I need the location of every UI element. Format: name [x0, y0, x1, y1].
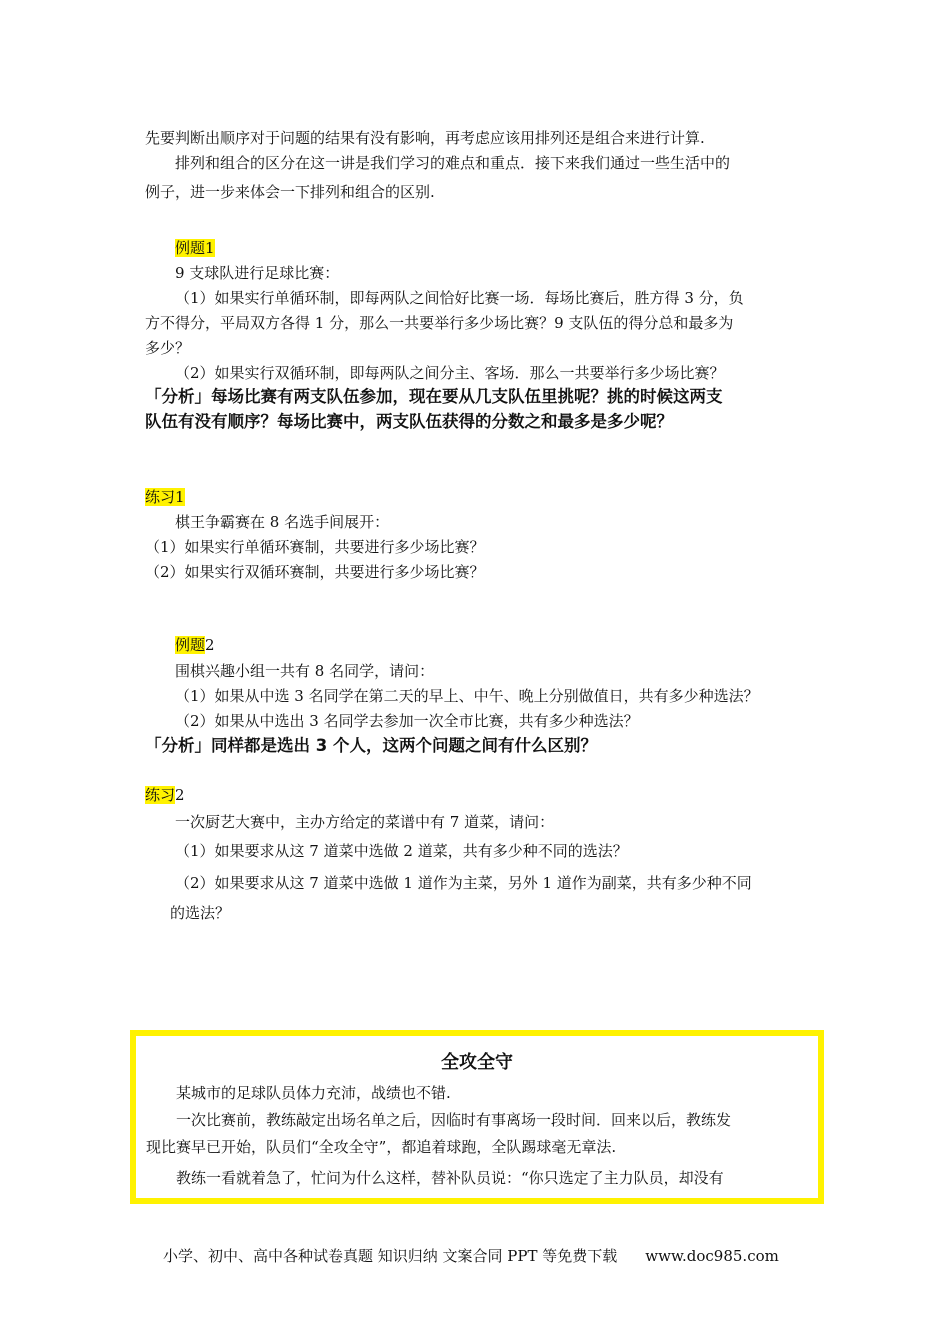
practice-1-label: 练习 [145, 488, 176, 506]
example-2-heading [175, 635, 215, 655]
story-title: 全攻全守 [441, 1052, 513, 1073]
example-2-label: 例题 [175, 636, 206, 654]
intro-line-1: 先要判断出顺序对于问题的结果有没有影响，再考虑应该用排列还是组合来进行计算. [145, 129, 705, 147]
example-1-q2: （2）如果实行双循环制，即每两队之间分主、客场．那么一共要举行多少场比赛？ [175, 364, 725, 382]
footer-url[interactable]: www.doc985.com [645, 1247, 779, 1265]
example-1-stem: 9 支球队进行足球比赛： [175, 264, 340, 282]
footer-text: 小学、初中、高中各种试卷真题 知识归纳 文案合同 PPT 等免费下载 [163, 1247, 618, 1265]
practice-1-heading [145, 487, 185, 507]
example-2-analysis: 「分析」同样都是选出 3 个人，这两个问题之间有什么区别？ [145, 736, 597, 755]
example-1-number: 1 [205, 239, 215, 257]
story-paragraph-3: 教练一看就着急了，忙问为什么这样，替补队员说：“你只选定了主力队员，却没有 [176, 1169, 724, 1187]
practice-2-q1: （1）如果要求从这 7 道菜中选做 2 道菜，共有多少种不同的选法？ [175, 842, 628, 860]
practice-2-heading [145, 785, 185, 805]
example-1-label: 例题 [175, 239, 206, 257]
example-1-q1-line-3: 多少？ [145, 339, 191, 357]
practice-1-q2: （2）如果实行双循环赛制，共要进行多少场比赛？ [145, 563, 485, 581]
page-footer [163, 1245, 779, 1266]
practice-2-q2-line-2: 的选法？ [170, 904, 231, 922]
story-box [130, 1030, 824, 1204]
practice-2-number: 2 [175, 786, 185, 804]
example-2-number: 2 [205, 636, 215, 654]
story-paragraph-2-line-1: 一次比赛前，教练敲定出场名单之后，因临时有事离场一段时间．回来以后，教练发 [176, 1111, 732, 1129]
example-1-analysis-line-1: 「分析」每场比赛有两支队伍参加，现在要从几支队伍里挑呢？挑的时候这两支 [145, 387, 723, 406]
practice-1-stem: 棋王争霸赛在 8 名选手间展开： [175, 513, 390, 531]
example-1-q1-line-1: （1）如果实行单循环制，即每两队之间恰好比赛一场．每场比赛后，胜方得 3 分，负 [175, 289, 744, 307]
example-2-stem: 围棋兴趣小组一共有 8 名同学，请问： [175, 662, 435, 680]
example-2-q1: （1）如果从中选 3 名同学在第二天的早上、中午、晚上分别做值日，共有多少种选法？ [175, 687, 759, 705]
story-paragraph-2-line-2: 现比赛早已开始，队员们“全攻全守”，都追着球跑，全队踢球毫无章法. [146, 1138, 617, 1156]
example-1-q1-line-2: 方不得分，平局双方各得 1 分，那么一共要举行多少场比赛？9 支队伍的得分总和最多为 [145, 314, 734, 332]
practice-1-number: 1 [175, 488, 185, 506]
practice-2-q2-line-1: （2）如果要求从这 7 道菜中选做 1 道作为主菜，另外 1 道作为副菜，共有多少种不同 [175, 874, 752, 892]
example-1-analysis-line-2: 队伍有没有顺序？每场比赛中，两支队伍获得的分数之和最多是多少呢？ [145, 412, 673, 431]
example-2-q2: （2）如果从中选出 3 名同学去参加一次全市比赛，共有多少种选法？ [175, 712, 639, 730]
practice-1-q1: （1）如果实行单循环赛制，共要进行多少场比赛？ [145, 538, 485, 556]
intro-line-3: 例子，进一步来体会一下排列和组合的区别. [145, 183, 435, 201]
intro-line-2: 排列和组合的区分在这一讲是我们学习的难点和重点．接下来我们通过一些生活中的 [175, 154, 731, 172]
story-paragraph-1: 某城市的足球队员体力充沛，战绩也不错. [176, 1084, 451, 1102]
practice-2-stem: 一次厨艺大赛中，主办方给定的菜谱中有 7 道菜，请问： [175, 813, 555, 831]
example-1-heading [175, 238, 215, 258]
practice-2-label: 练习 [145, 786, 176, 804]
